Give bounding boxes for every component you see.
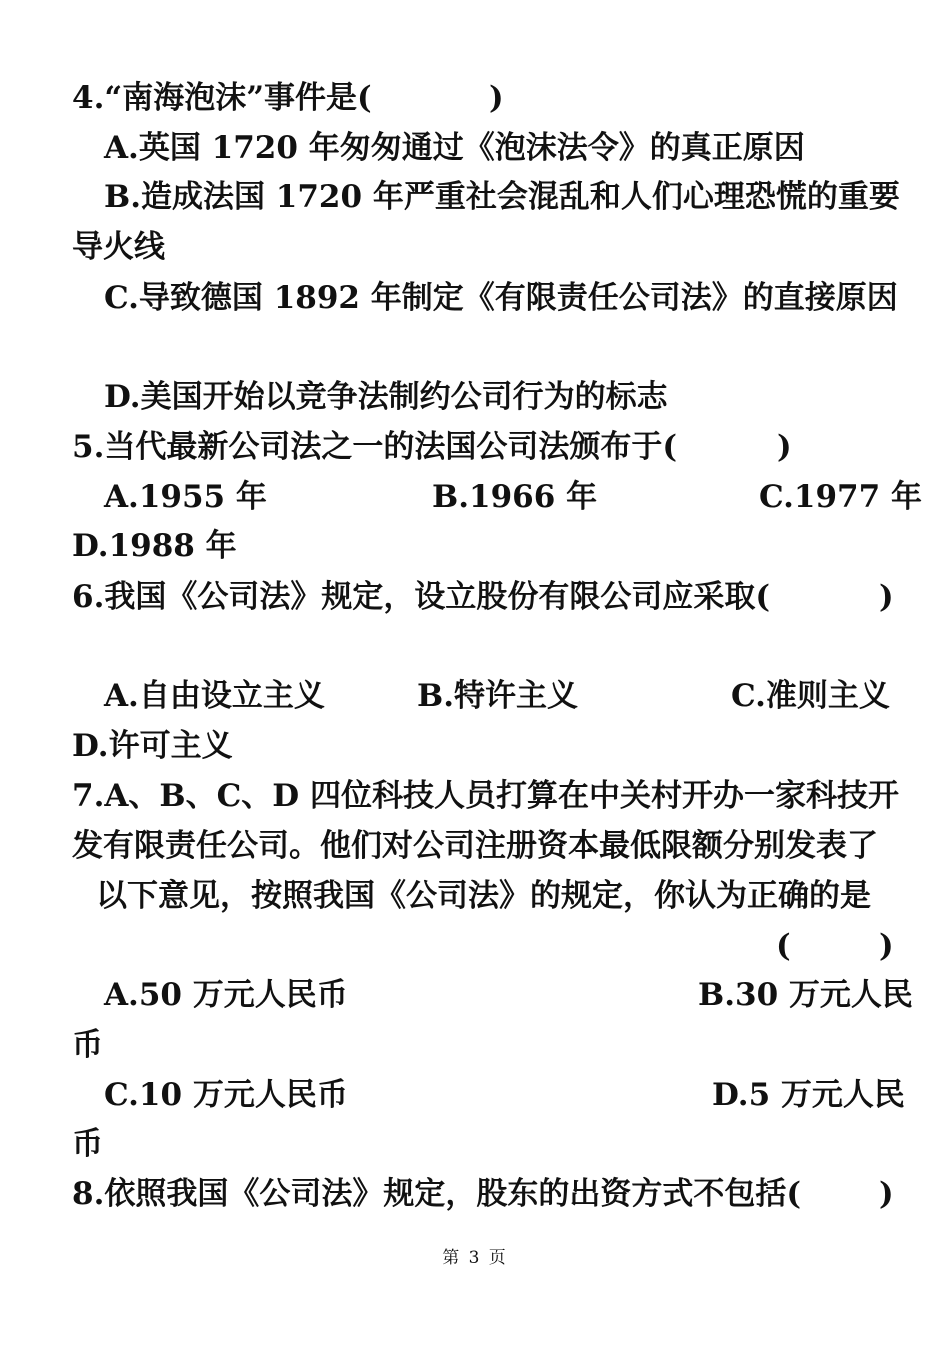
q4-option-d: D.美国开始以竞争法制约公司行为的标志	[104, 379, 668, 415]
q7-stem-line1: 7.A、B、C、D 四位科技人员打算在中关村开办一家科技开	[72, 778, 899, 814]
q7-answer-paren-open: (	[776, 928, 791, 964]
q4-stem: 4.“南海泡沫”事件是(	[72, 80, 372, 116]
q6-option-d: D.许可主义	[72, 728, 233, 764]
q5-answer-paren-close: )	[777, 429, 792, 465]
q4-option-b-line2: 导火线	[72, 229, 165, 265]
q7-stem-line2: 发有限责任公司。他们对公司注册资本最低限额分别发表了	[72, 828, 878, 864]
q5-option-b: B.1966 年	[432, 479, 598, 515]
q7-option-c: C.10 万元人民币	[104, 1077, 348, 1113]
q7-answer-paren-close: )	[879, 928, 894, 964]
q6-option-b: B.特许主义	[417, 678, 578, 714]
q7-option-d-line1: D.5 万元人民	[712, 1077, 905, 1113]
q7-option-a: A.50 万元人民币	[104, 977, 348, 1013]
q4-option-c: C.导致德国 1892 年制定《有限责任公司法》的直接原因	[104, 280, 898, 316]
q4-option-a: A.英国 1720 年匆匆通过《泡沫法令》的真正原因	[104, 130, 805, 166]
page-number: 第 3 页	[442, 1248, 508, 1268]
q6-stem: 6.我国《公司法》规定，设立股份有限公司应采取(	[72, 579, 771, 615]
q8-answer-paren-close: )	[879, 1176, 894, 1212]
q5-option-c: C.1977 年	[759, 479, 922, 515]
q6-answer-paren-close: )	[879, 579, 894, 615]
q7-option-b-line1: B.30 万元人民	[698, 977, 913, 1013]
q6-option-a: A.自由设立主义	[104, 678, 325, 714]
q5-stem: 5.当代最新公司法之一的法国公司法颁布于(	[72, 429, 678, 465]
q4-answer-paren-close: )	[489, 80, 504, 116]
q7-option-d-line2: 币	[72, 1126, 103, 1162]
q5-option-d: D.1988 年	[72, 528, 237, 564]
q7-stem-line3: 以下意见，按照我国《公司法》的规定，你认为正确的是	[96, 878, 871, 914]
q6-option-c: C.准则主义	[731, 678, 890, 714]
q7-option-b-line2: 币	[72, 1027, 103, 1063]
q5-option-a: A.1955 年	[104, 479, 267, 515]
q4-option-b-line1: B.造成法国 1720 年严重社会混乱和人们心理恐慌的重要	[104, 179, 900, 215]
q8-stem: 8.依照我国《公司法》规定，股东的出资方式不包括(	[72, 1176, 802, 1212]
